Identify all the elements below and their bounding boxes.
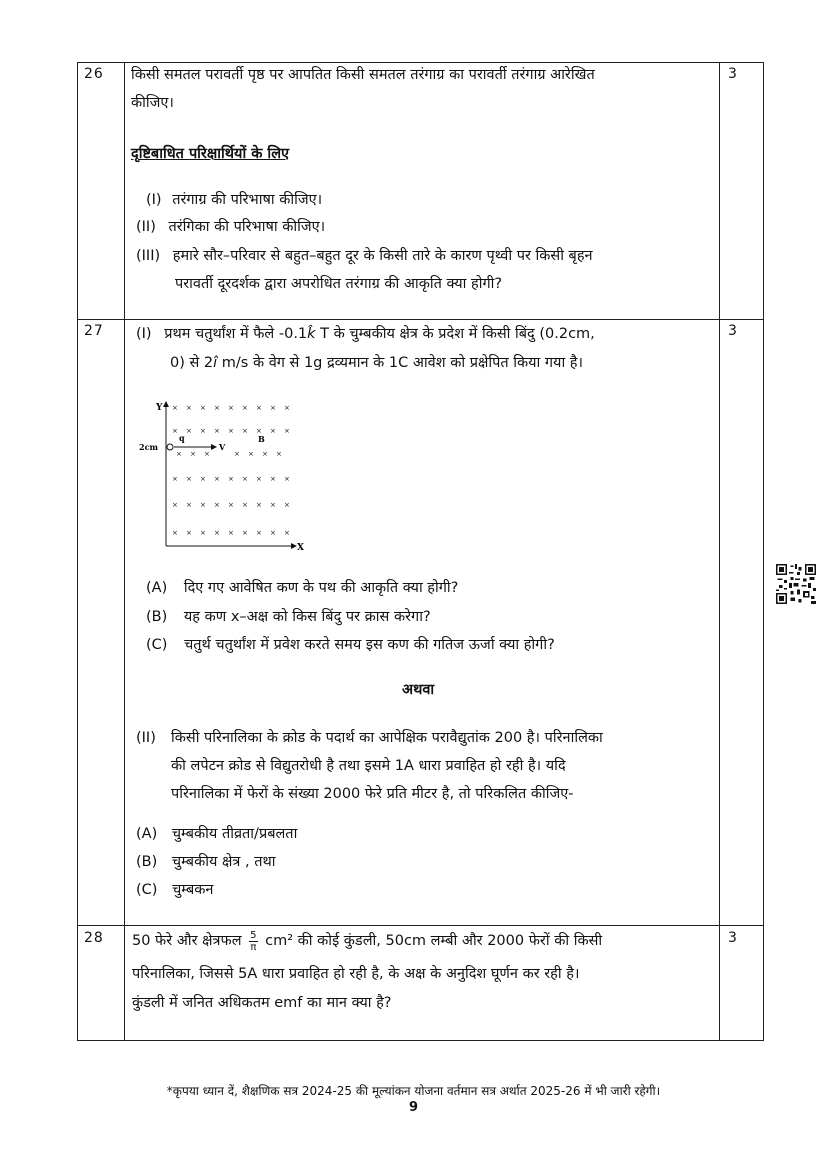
field-cross: × — [172, 475, 178, 483]
table-bottom-border — [77, 1040, 763, 1041]
field-cross: × — [186, 501, 192, 509]
q26-text-line1: किसी समतल परावर्ती पृष्ठ पर आपतित किसी समतल तरंगाग्र का परावर्ती तरंगाग्र आरेखित — [131, 67, 595, 83]
field-cross: × — [242, 529, 248, 537]
field-cross: × — [228, 529, 234, 537]
magnetic-field-figure — [134, 398, 314, 558]
area-fraction — [249, 930, 257, 953]
field-label: B — [258, 434, 265, 444]
table-left-border — [77, 62, 78, 1041]
q26-item-2-text: तरंगिका की परिभाषा कीजिए। — [168, 219, 326, 235]
q27-part1-line1 — [136, 320, 595, 348]
field-cross: × — [270, 529, 276, 537]
field-cross: × — [228, 501, 234, 509]
marks-27: 3 — [728, 323, 737, 339]
q27-subitem-c-label: (C) — [146, 637, 168, 653]
q28-line3: कुंडली में जनित अधिकतम emf का मान क्या है? — [132, 995, 392, 1011]
field-cross: × — [256, 427, 262, 435]
q27-subitem-b-text: यह कण x–अक्ष को किस बिंदु पर क्रास करेगा? — [183, 609, 431, 625]
field-cross: × — [186, 404, 192, 412]
or-separator: अथवा — [402, 682, 435, 698]
q27-part1-line2-b: m/s के वेग से 1g द्रव्यमान के 1C आवेश को प्रक्षेपित किया गया है। — [217, 355, 584, 371]
charge-label: q — [179, 433, 185, 443]
field-cross: × — [284, 501, 290, 509]
fraction-numerator: 5 — [250, 929, 257, 941]
q26-item-3-text: हमारे सौर–परिवार से बहुत–बहुत दूर के किसी तारे के कारण पृथ्वी पर किसी बृहन — [172, 248, 593, 264]
velocity-label: V — [219, 442, 226, 452]
q27-subitem-b — [146, 603, 431, 631]
q26-item-1 — [146, 186, 322, 214]
q27-part1-line2-a: 0) से 2 — [170, 355, 214, 371]
q27-part2-item-a-text: चुम्बकीय तीव्रता/प्रबलता — [171, 826, 298, 842]
field-cross: × — [256, 404, 262, 412]
footnote: *कृपया ध्यान दें, शैक्षणिक सत्र 2024-25 की मूल्यांकन योजना वर्तमान सत्र अर्थात 2025-26 में भी जारी रहेगी। — [166, 1084, 661, 1098]
q27-part2-item-a-label: (A) — [136, 826, 158, 842]
q27-part2-line3: परिनालिका में फेरों के संख्या 2000 फेरे प्रति मीटर है, तो परिकलित कीजिए- — [171, 786, 574, 802]
field-cross: × — [200, 427, 206, 435]
field-cross: × — [270, 475, 276, 483]
field-cross: × — [270, 427, 276, 435]
field-cross: × — [200, 404, 206, 412]
q26-item-1-text: तरंगाग्र की परिभाषा कीजिए। — [172, 192, 323, 208]
field-cross: × — [186, 427, 192, 435]
field-cross: × — [200, 529, 206, 537]
row-divider-27-28 — [77, 925, 763, 926]
field-cross: × — [228, 475, 234, 483]
question-number-28: 28 — [84, 930, 104, 946]
q27-subitem-a — [146, 574, 458, 602]
q26-text-line2: कीजिए। — [131, 95, 174, 111]
q27-part2-item-b — [136, 848, 276, 876]
field-cross: × — [270, 501, 276, 509]
q27-part1-line2 — [170, 349, 583, 377]
q27-part2-item-c — [136, 876, 213, 904]
question-number-27: 27 — [84, 323, 104, 339]
q26-item-2-label: (II) — [136, 219, 156, 235]
field-cross: × — [234, 450, 240, 458]
field-cross: × — [172, 427, 178, 435]
q26-item-3-continuation: परावर्ती दूरदर्शक द्वारा अपरोधित तरंगाग्र की आकृति क्या होगी? — [175, 276, 503, 292]
field-cross: × — [256, 475, 262, 483]
q27-subitem-a-label: (A) — [146, 580, 168, 596]
q27-part2-item-b-text: चुम्बकीय क्षेत्र , तथा — [171, 854, 276, 870]
q27-part1-label: (I) — [136, 326, 152, 342]
q26-item-1-label: (I) — [146, 192, 162, 208]
q27-part2-line2: की लपेटन क्रोड से विद्युतरोधी है तथा इसमे 1A धारा प्रवाहित हो रही है। यदि — [171, 758, 566, 774]
q27-subitem-b-label: (B) — [146, 609, 168, 625]
field-cross: × — [262, 450, 268, 458]
field-cross: × — [284, 529, 290, 537]
field-cross: × — [204, 450, 210, 458]
field-crosses — [172, 404, 290, 537]
field-cross: × — [228, 404, 234, 412]
field-cross: × — [284, 427, 290, 435]
field-cross: × — [242, 475, 248, 483]
field-cross: × — [214, 404, 220, 412]
field-cross: × — [176, 450, 182, 458]
field-cross: × — [186, 475, 192, 483]
page-number: 9 — [408, 1100, 419, 1115]
q26-item-2 — [136, 213, 325, 241]
fraction-denominator: π — [250, 941, 257, 953]
field-cross: × — [284, 475, 290, 483]
field-cross: × — [214, 427, 220, 435]
q26-item-3-label: (III) — [136, 248, 161, 264]
q28-line2: परिनालिका, जिससे 5A धारा प्रवाहित हो रही है, के अक्ष के अनुदिश घूर्णन कर रही है। — [132, 966, 580, 982]
q27-part2-label: (II) — [136, 730, 156, 746]
q27-part1-line1-b: T के चुम्बकीय क्षेत्र के प्रदेश में किसी बिंदु (0.2cm, — [315, 326, 595, 342]
field-cross: × — [214, 529, 220, 537]
q27-subitem-a-text: दिए गए आवेषित कण के पथ की आकृति क्या होगी? — [183, 580, 459, 596]
field-cross: × — [276, 450, 282, 458]
q27-part2-item-a — [136, 820, 297, 848]
column-divider-number — [124, 62, 125, 1041]
k-hat-symbol: k̂ — [307, 326, 316, 342]
q27-part1-line1-a: प्रथम चतुर्थांश में फैले -0.1 — [164, 326, 308, 342]
field-cross: × — [242, 427, 248, 435]
two-cm-label: 2cm — [139, 442, 158, 452]
y-axis-label: Y — [156, 403, 163, 413]
field-cross: × — [256, 529, 262, 537]
field-cross: × — [228, 427, 234, 435]
x-axis-label: X — [297, 543, 304, 553]
field-cross: × — [172, 529, 178, 537]
i-hat-symbol: î — [213, 355, 218, 371]
field-cross: × — [200, 501, 206, 509]
field-cross: × — [256, 501, 262, 509]
field-cross: × — [214, 475, 220, 483]
field-cross: × — [200, 475, 206, 483]
q26-visually-impaired-heading: दृष्टिबाधित परिक्षार्थियों के लिए — [131, 146, 290, 162]
column-divider-marks — [719, 62, 720, 1041]
q27-subitem-c-text: चतुर्थ चतुर्थांश में प्रवेश करते समय इस कण की गतिज ऊर्जा क्या होगी? — [184, 637, 555, 653]
field-cross: × — [214, 501, 220, 509]
field-cross: × — [242, 501, 248, 509]
q26-item-3 — [136, 242, 593, 270]
field-cross: × — [172, 404, 178, 412]
field-cross: × — [284, 404, 290, 412]
q27-part2-item-b-label: (B) — [136, 854, 158, 870]
field-cross: × — [242, 404, 248, 412]
marks-26: 3 — [728, 66, 737, 82]
qr-code-icon — [776, 564, 816, 604]
q27-part2-item-c-label: (C) — [136, 882, 158, 898]
field-cross: × — [190, 450, 196, 458]
field-cross: × — [172, 501, 178, 509]
field-cross: × — [270, 404, 276, 412]
q27-part2-item-c-text: चुम्बकन — [172, 882, 214, 898]
charge-particle — [167, 444, 173, 450]
field-cross: × — [186, 529, 192, 537]
marks-28: 3 — [728, 930, 737, 946]
q28-line1-b: cm² की कोई कुंडली, 50cm लम्बी और 2000 फेरों की किसी — [260, 933, 603, 949]
q27-subitem-c — [146, 631, 555, 659]
question-number-26: 26 — [84, 66, 104, 82]
table-right-border — [763, 62, 764, 1041]
q28-line1-a: 50 फेरे और क्षेत्रफल — [132, 933, 247, 949]
q27-part2-line1: किसी परिनालिका के क्रोड के पदार्थ का आपेक्षिक परावैद्युतांक 200 है। परिनालिका — [171, 730, 603, 746]
field-cross: × — [248, 450, 254, 458]
q28-line1 — [132, 927, 602, 955]
